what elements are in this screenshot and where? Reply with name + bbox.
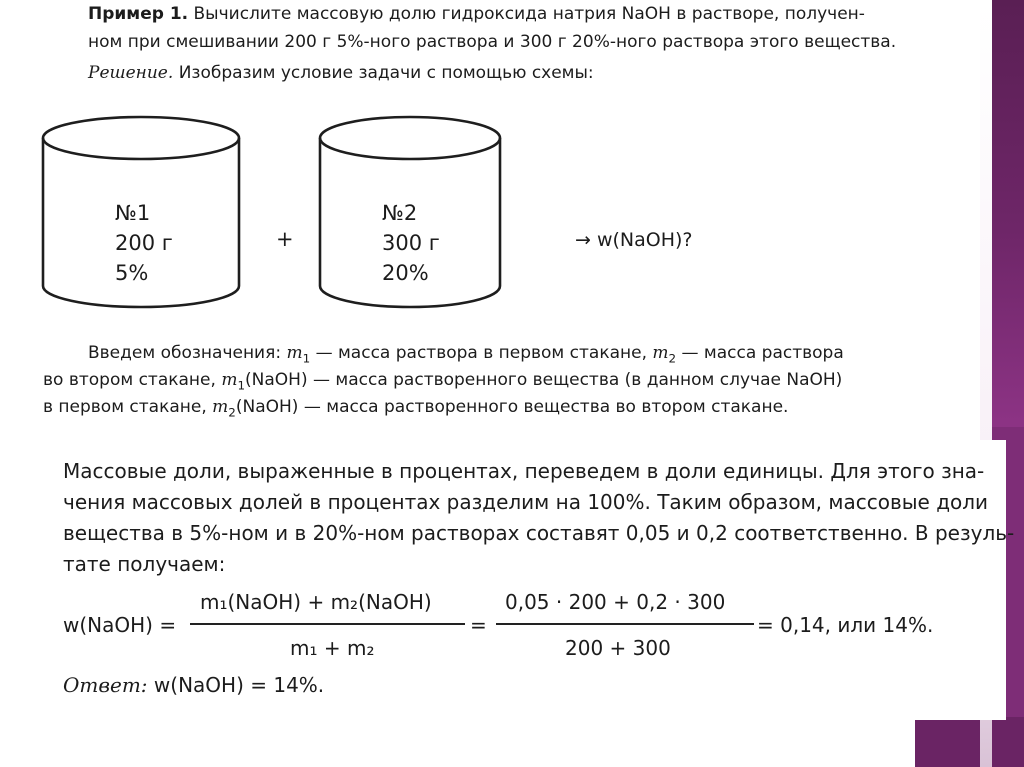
scheme-result: → w(NaOH)? [575, 229, 693, 251]
formula-lhs: w(NaOH) = [63, 613, 177, 637]
page-bottom [0, 720, 915, 767]
formula-denominator1: m₁ + m₂ [290, 636, 375, 660]
solution-line: Решение. Изобразим условие задачи с помощью схемы: [88, 63, 594, 83]
formula-numerator1: m₁(NaOH) + m₂(NaOH) [200, 590, 432, 614]
example-line2: ном при смешивании 200 г 5%-ного раствора и 300 г 20%-ного раствора этого вещества. [88, 32, 897, 52]
vessel2-number: №2 [382, 201, 418, 225]
formula-numerator2: 0,05 · 200 + 0,2 · 300 [505, 590, 726, 614]
formula-equals: = [470, 613, 487, 637]
vessel1-mass: 200 г [115, 231, 173, 255]
example-title-line: Пример 1. Вычислите массовую долю гидроксида натрия NaOH в растворе, получен- [88, 4, 865, 24]
formula-denominator2: 200 + 300 [565, 636, 671, 660]
notation-line3: в первом стакане, $m_2(NaOH)$ — масса растворенного вещества во втором стакане. [43, 397, 789, 420]
paragraph-line1: Массовые доли, выраженные в процентах, переведем в доли единицы. Для этого зна- [63, 459, 985, 483]
paragraph-line4: тате получаем: [63, 552, 226, 576]
vessel1-labels [115, 198, 173, 288]
notation-line2: во втором стакане, $m_1(NaOH)$ — масса растворенного вещества (в данном случае NaOH) [43, 370, 843, 393]
plus-sign: + [276, 227, 294, 251]
paragraph-line2: чения массовых долей в процентах разделим на 100%. Таким образом, массовые доли [63, 490, 989, 514]
fraction-bar1 [190, 623, 465, 625]
vessel2-percent: 20% [382, 261, 429, 285]
fraction-bar2 [496, 623, 754, 625]
notation-line1: Введем обозначения: $m_1$ — масса раствора в первом стакане, $m_2$ — масса раствора [88, 343, 844, 366]
vessel2-top [320, 117, 500, 159]
answer-line: Ответ: w(NaOH) = 14%. [63, 673, 325, 697]
vessel2-labels [382, 198, 440, 288]
vessel2-mass: 300 г [382, 231, 440, 255]
paragraph-line3: вещества в 5%-ном и в 20%-ном растворах составят 0,05 и 0,2 соответственно. В резуль- [63, 521, 1015, 545]
formula-result: = 0,14, или 14%. [757, 613, 934, 637]
vessel1-top [43, 117, 239, 159]
vessel1-number: №1 [115, 201, 151, 225]
slide-decor-band-bottom [915, 717, 1024, 767]
vessel1-percent: 5% [115, 261, 149, 285]
